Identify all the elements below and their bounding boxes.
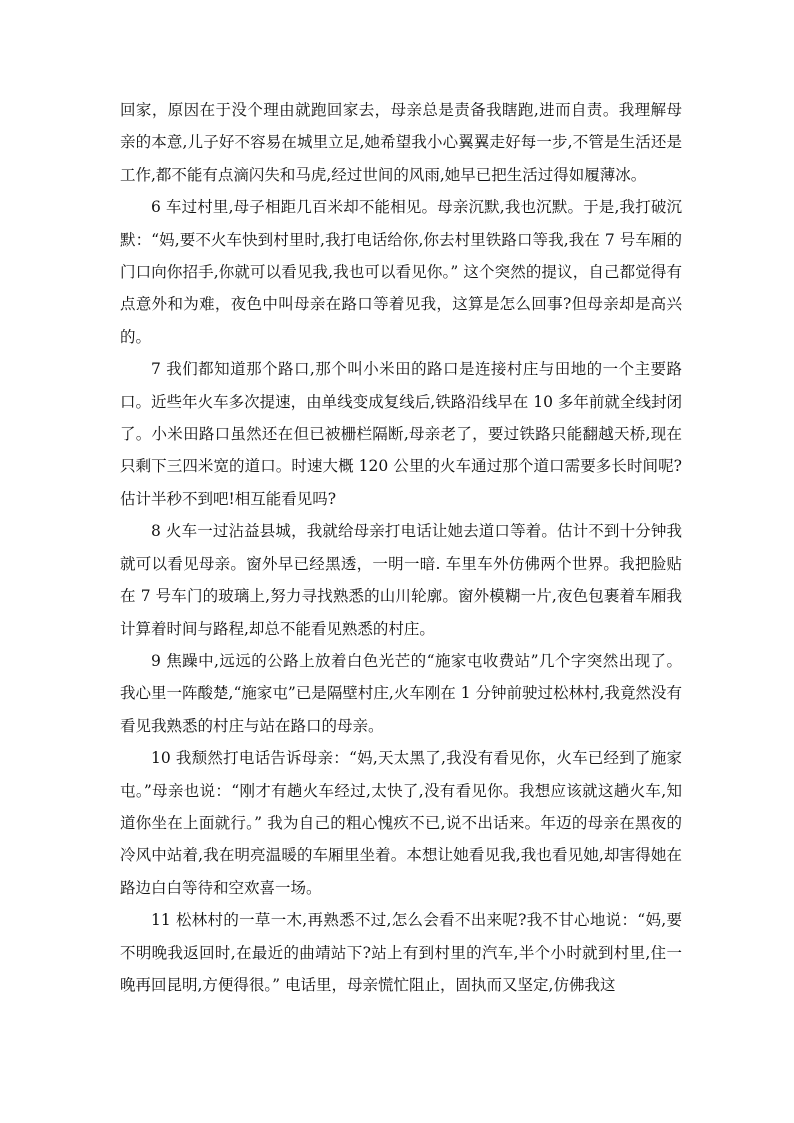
paragraph-11: 11 松林村的一草一木,再熟悉不过,怎么会看不出来呢?我不甘心地说：“妈,要不明晚我返回时,在最近的曲靖站下?站上有到村里的汽车,半个小时就到村里,住一晚再回昆明,方便得很。” 电话里，母亲慌忙阻止，固执而又坚定,仿佛我这 (120, 911, 682, 994)
paragraph-6: 6 车过村里,母子相距几百米却不能相见。母亲沉默,我也沉默。于是,我打破沉默：“妈,要不火车快到村里时,我打电话给你,你去村里铁路口等我,我在 7 号车厢的门口向你招手,你就可以看见我,我也可以看见你。” 这个突然的提议，自己都觉得有点意外和为难，夜色中叫母亲在路口等着见我，这算是怎么回事?但母亲却是高兴的。 (120, 198, 682, 346)
paragraph-continued: 回家，原因在于没个理由就跑回家去，母亲总是责备我瞎跑,进而自责。我理解母亲的本意,儿子好不容易在城里立足,她希望我小心翼翼走好每一步,不管是生活还是工作,都不能有点滴闪失和马虎,经过世间的风雨,她早已把生活过得如履薄冰。 (120, 101, 682, 184)
paragraph-8: 8 火车一过沾益县城，我就给母亲打电话让她去道口等着。估计不到十分钟我就可以看见母亲。窗外早已经黑透，一明一暗. 车里车外仿佛两个世界。我把脸贴在 7 号车门的玻璃上,努力寻找熟悉的山川轮廓。窗外模糊一片,夜色包裹着车厢我计算着时间与路程,却总不能看见熟悉的村庄。 (120, 522, 682, 638)
paragraph-10: 10 我颓然打电话告诉母亲：“妈,天太黑了,我没有看见你，火车已经到了施家屯。”母亲也说：“刚才有趟火车经过,太快了,没有看见你。我想应该就这趟火车,知道你坐在上面就行。” 我为自己的粗心愧疚不已,说不出话来。年迈的母亲在黑夜的冷风中站着,我在明亮温暖的车厢里坐着。本想让她看见我,我也看见她,却害得她在路边白白等待和空欢喜一场。 (120, 749, 682, 897)
paragraph-9: 9 焦躁中,远远的公路上放着白色光芒的“施家屯收费站”几个字突然出现了。我心里一阵酸楚,“施家屯”已是隔壁村庄,火车刚在 1 分钟前驶过松林村,我竟然没有看见我熟悉的村庄与站在路口的母亲。 (120, 651, 682, 735)
article-body (120, 94, 682, 1001)
paragraph-7: 7 我们都知道那个路口,那个叫小米田的路口是连接村庄与田地的一个主要路口。近些年火车多次提速，由单线变成复线后,铁路沿线早在 10 多年前就全线封闭了。小米田路口虽然还在但已被栅栏隔断,母亲老了，要过铁路只能翻越天桥,现在只剩下三四米宽的道口。时速大概 120 公里的火车通过那个道口需要多长时间呢?估计半秒不到吧!相互能看见吗? (120, 360, 682, 508)
